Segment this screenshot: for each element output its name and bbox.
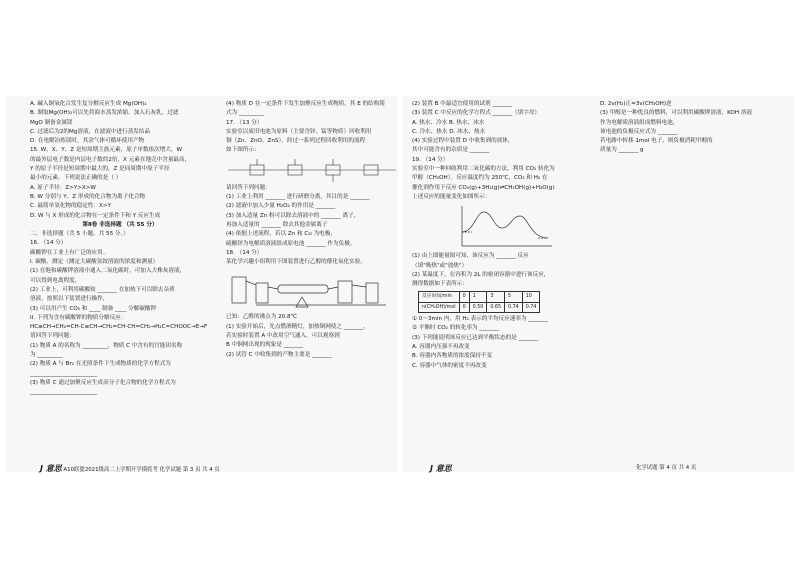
text-line: 铜（Zn、ZnO、ZnS），经过一系列过程回收利用的流程 [226, 138, 366, 145]
text-line: (3) 甲醇是一种优良的燃料，可以利用碳酸钾溶液、KOH 溶液 [600, 110, 753, 117]
text-line: MgO 制备金属镁 [30, 119, 73, 126]
text-line: HC≡CH→CH₂=CH-C≡CH→CH₂=CH-CH=CH₂→H₂C=CHOOC→E→F [30, 324, 208, 331]
text-line: 作为电解质溶液组成燃料电池， [600, 119, 679, 126]
text-line: C. 最简单氢化物的稳定性：X>Y [30, 203, 111, 210]
table-cell: 0 [459, 292, 469, 302]
text-line: (1) 在饱和碳酸钾溶液中通入二氧化碳时，可加入大株灰溶液， [30, 268, 186, 275]
table-cell: 0.50 [469, 302, 487, 312]
text-line: (4) 实验过程中装置 D 中收集到的液体， [412, 138, 514, 145]
text-line: (1) 工业上利用 _______ 进行研磨分离，其目的是 _______ [226, 194, 370, 201]
table-row [419, 302, 540, 312]
text-line: 硫酸锌为电解质溶液组成原电池 _______ 作为负极。 [226, 240, 356, 247]
text-line: (3) 装置 C 中反应的化学方程式 _______（填字母） [412, 110, 541, 117]
text-line: 其中可能含有的杂质是 _______ [412, 147, 490, 154]
apparatus-diagram [226, 267, 406, 313]
energy-curve-figure [412, 202, 592, 252]
text-line: (2) 物质 A 与 Br₂ 在光照条件下生成物质的化学方程式为 [30, 361, 171, 368]
text-line: 最小的元素，下列说法正确的是（ ） [30, 175, 122, 182]
text-line: 某化学兴趣小组利用下图装置进行乙醇的催化氧化实验。 [226, 259, 366, 266]
text-line: 催化剂作用下反应 CO₂(g)+3H₂(g)⇌CH₃OH(g)+H₂O(g) [412, 184, 555, 191]
text-line: ________________________ [30, 389, 98, 396]
table-cell: 0 [459, 302, 469, 312]
text-line: (1) 物质 A 的名称为 _________，物质 C 中含有的官能团名称 [30, 342, 183, 349]
flow-chart-figure [226, 156, 406, 184]
text-line: A. 热水、冷水 B. 热水、冰水 [412, 119, 485, 126]
text-line: D. W 与 X 形成的化合物在一定条件下和 Y 反应生成 [30, 212, 161, 219]
table-cell: 0.74 [522, 302, 540, 312]
text-line: 二、非选择题（共 5 小题，共 55 分。） [30, 231, 129, 238]
text-line: 碳酸钾在工业上有广泛的应用。 [30, 249, 109, 256]
table-cell: 3 [487, 292, 505, 302]
text-line: (2) 滤液中加入少量 H₂O₂ 的作用是 _______ [226, 203, 336, 210]
footer-text: A10联盟2021级高二上学期开学摸底考 化学试题 第 3 页 共 4 页 [63, 467, 220, 473]
process-flow-diagram [226, 156, 406, 184]
section-heading: 第Ⅱ卷 非选择题 （共 55 分） [82, 221, 158, 228]
text-line: 该电池的负极反应式为 _______ [600, 128, 678, 135]
text-line: 可以得到电离程度， [30, 277, 81, 284]
table-cell: 1 [469, 292, 487, 302]
energy-diagram [412, 202, 592, 252]
text-line: 质量为 _______ g [600, 147, 644, 154]
text-line: 式为 _________ [226, 110, 265, 117]
text-line: (2) 某温度下，在容积为 2L 的密闭容器中进行该反应， [412, 271, 550, 278]
page-footer-left [40, 463, 220, 474]
text-line: (4) 依据上述流程，若以 Zn 和 Cu 为电极， [226, 231, 336, 238]
text-line: （填"吸热"或"放热"） [412, 262, 468, 269]
text-line: 上述反应的能量变化如图所示： [412, 193, 491, 200]
text-line: 19. （14 分） [412, 156, 449, 163]
text-line: (3) 物质 C 通过加聚反应生成高分子化合物的化学方程式为 [30, 379, 176, 386]
text-line: 再加入适量的 _______ 除去其他金属离子 [226, 221, 328, 228]
text-line: (2) 试管 C 中收集到的产物主要是 _______ [226, 351, 332, 358]
text-line: Y 的原子半径是短周期中最大的，Z 是同周期中原子半径 [30, 166, 170, 173]
text-line: 的最外层电子数是内层电子数的2倍，X 元素在地壳中含量最高， [30, 156, 191, 163]
text-line: A. 碱入铜氧化合发生复分解反应生成 Mg(OH)₂ [30, 101, 147, 107]
text-line: 16. （14 分） [30, 240, 67, 247]
text-line: 甲醇（CH₃OH）。反应温度约为 250℃，CO₂ 和 H₂ 在 [412, 175, 548, 182]
text-line: 实验室以废旧电池为原料（主要含锌、锰等物质）回收利用 [226, 128, 372, 135]
brand-logo: J 意思 [40, 464, 62, 473]
table-cell: 5 [505, 292, 523, 302]
footer-text: 化学试题 第 4 页 共 4 页 [636, 465, 697, 471]
column-1 [30, 100, 210, 398]
text-line: 测得数据如下表所示： [412, 281, 468, 288]
text-line: (2) 工业上，可利用碳酸铵 _______ 在加热下可以除去杂质 [30, 286, 175, 293]
text-line: B. W 分别与 Y、Z 形成的化合物为离子化合物 [30, 193, 146, 200]
text-line: 15. W、X、Y、Z 是短周期主族元素，原子序数依次增大，W [30, 147, 183, 154]
text-line: I. 碳酸、测定（测定大碳酸氢铵溶液的浓度和测量） [30, 259, 159, 266]
text-line: 如下图所示： [226, 147, 260, 154]
text-line: (3) 下列能说明该反应已达到平衡状态的是 _______ [412, 334, 539, 341]
text-line: A. 容器内压强不再改变 [412, 343, 470, 350]
table-row [419, 292, 540, 302]
text-line: C. 容器中气体的密度不再改变 [412, 362, 487, 369]
table-cell: n(CH₃OH)/mol [419, 302, 460, 312]
text-line: ________________________ [30, 370, 98, 377]
text-line: B 中铜网出现的现象是 _______ [226, 342, 304, 349]
text-line: (3) 加入适量 Zn 粉可以除去溶液中的 _______ 离子， [226, 212, 360, 219]
text-line: (3) 可以用产生 CO₂ 和 ____ 制备 ____ 分解碳酸钾 [30, 305, 157, 312]
text-line: (2) 装置 B 中最适宜使用的试剂 _______ [412, 101, 512, 107]
column-2 [226, 100, 406, 360]
text-line: 18. （14 分） [226, 249, 263, 256]
text-line: 已知：乙醛的沸点为 20.8℃ [226, 314, 297, 321]
text-line: D. 在电解冶炼镁时，其余气体可循环使用产物 [30, 138, 145, 145]
text-line: 17. （13 分） [226, 119, 263, 126]
text-line: (4) 物质 D 在一定条件下发生加聚反应生成物质，其 E 的结构简 [226, 101, 385, 107]
text-line: A. 原子半径：Z>Y>X>W [30, 184, 96, 191]
text-line: C. 冷水、热水 D. 冰水、热水 [412, 128, 486, 135]
text-line: ② 平衡时 CO₂ 的转化率为 _______ [412, 325, 500, 332]
text-line: D. 2v(H₂)正=3v(CH₃OH)逆 [600, 101, 672, 107]
brand-logo: J 意思 [430, 464, 452, 473]
column-3 [412, 100, 592, 371]
text-line: (1) 由上图能量图可知，该反应为 _______ 反应 [412, 253, 529, 260]
text-line: ① 0～3min 内，用 H₂ 表示的平均反应速率为 _______ [412, 316, 548, 323]
page-footer-right [636, 463, 696, 471]
table-cell: 反应时间/min [419, 292, 460, 302]
text-line: 若电路中转移 1mol 电子，则负极消耗甲醇的 [600, 138, 713, 145]
text-line: II. 下列为含有碳酸钾的物质分解反应： [30, 314, 127, 321]
table-cell: 10 [522, 292, 540, 302]
text-line: B. 容器内各物质的浓度保持不变 [412, 353, 493, 360]
data-table [418, 291, 540, 313]
text-line: (1) 实验开始后，先点燃酒精灯，加热铜网使之 _______， [226, 323, 369, 330]
column-4 [600, 100, 775, 156]
table-cell: 0.65 [487, 302, 505, 312]
text-line: C. 过滤后为2的Mg溶液，在滤液中进行蒸发结晶 [30, 128, 151, 135]
text-line: 请回答下列问题： [226, 184, 271, 191]
table-cell: 0.74 [505, 302, 523, 312]
text-line: 实验室中一种回收利用二氧化碳的方法，利用 CO₂ 转化为 [412, 166, 555, 173]
text-line: B. 制取Mg(OH)₂可以先将海水蒸发浓缩、加入石灰乳，过滤 [30, 110, 179, 117]
page-footer-right-brand [430, 463, 452, 474]
text-line: 若实验时装置 A 中改用空气通入，可以观察到 [226, 333, 340, 340]
text-line: 请回答下列问题： [30, 333, 75, 340]
apparatus-figure [226, 267, 406, 313]
text-line: 溶液，按照以下装置进行操作， [30, 296, 109, 303]
text-line: 为 _________ [30, 352, 63, 359]
